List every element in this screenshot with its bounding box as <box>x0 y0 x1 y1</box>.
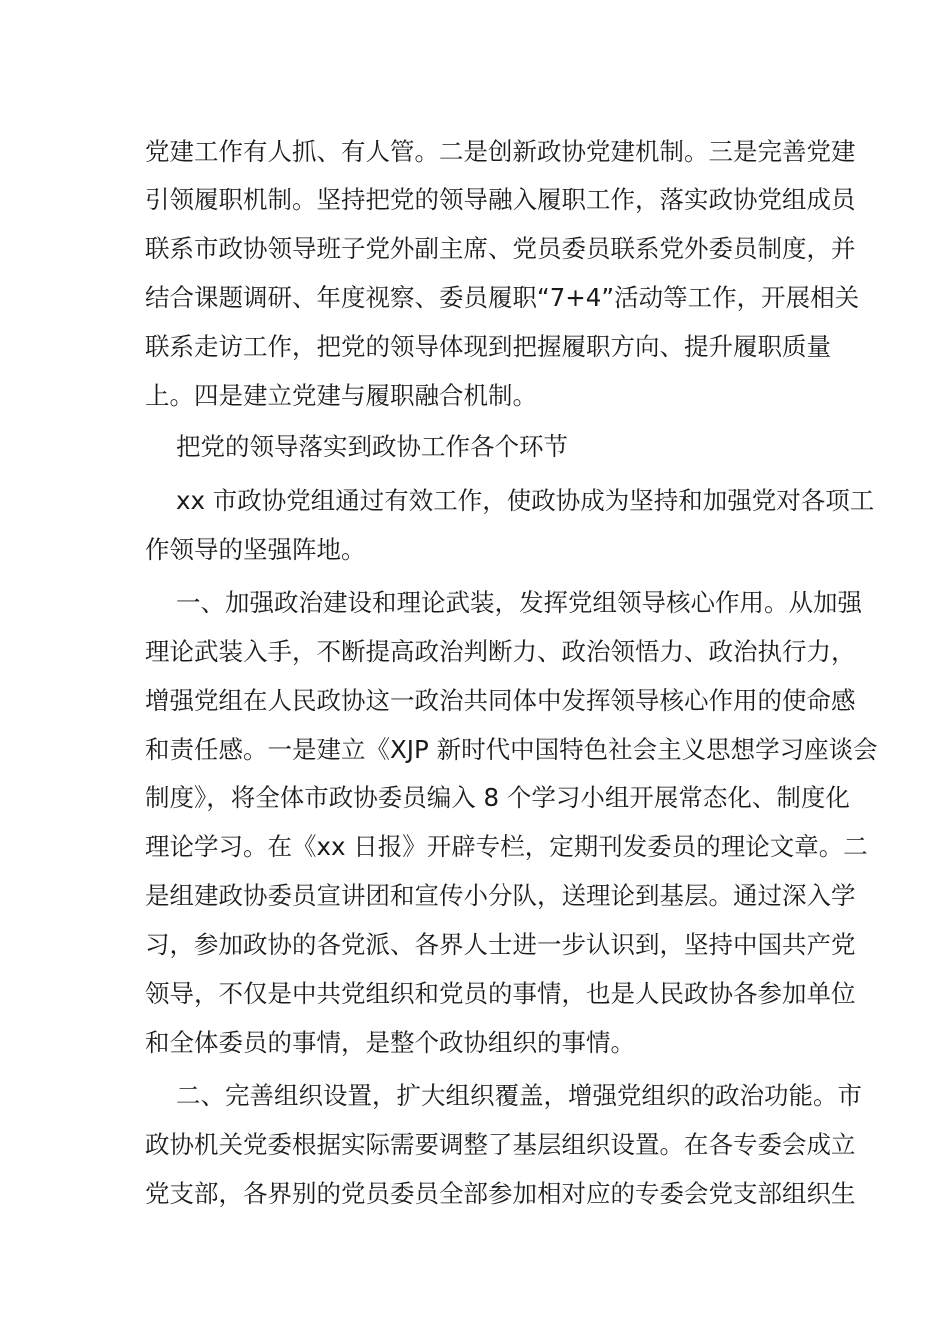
text-line: 党建工作有人抓、有人管。二是创新政协党建机制。三是完善党建 <box>145 137 856 166</box>
text-line: 联系走访工作，把党的领导体现到把握履职方向、提升履职质量 <box>145 332 831 361</box>
text-line: 上。四是建立党建与履职融合机制。 <box>145 381 537 410</box>
text-line: 和全体委员的事情，是整个政协组织的事情。 <box>145 1028 635 1057</box>
text-line: 制度》，将全体市政协委员编入 8 个学习小组开展常态化、制度化 <box>145 783 850 812</box>
text-line: 作领导的坚强阵地。 <box>145 535 366 564</box>
section-heading: 把党的领导落实到政协工作各个环节 <box>176 432 568 461</box>
text-line: 习，参加政协的各党派、各界人士进一步认识到，坚持中国共产党 <box>145 930 856 959</box>
text-line: 理论武装入手，不断提高政治判断力、政治领悟力、政治执行力， <box>145 637 856 666</box>
text-line: 引领履职机制。坚持把党的领导融入履职工作，落实政协党组成员 <box>145 185 856 214</box>
text-line: xx 市政协党组通过有效工作，使政协成为坚持和加强党对各项工 <box>176 486 875 515</box>
text-line: 领导，不仅是中共党组织和党员的事情，也是人民政协各参加单位 <box>145 979 856 1008</box>
text-line: 结合课题调研、年度视察、委员履职“7+4”活动等工作，开展相关 <box>145 283 860 312</box>
text-line: 政协机关党委根据实际需要调整了基层组织设置。在各专委会成立 <box>145 1130 856 1159</box>
text-line: 二、完善组织设置，扩大组织覆盖，增强党组织的政治功能。市 <box>176 1081 862 1110</box>
text-line: 党支部，各界别的党员委员全部参加相对应的专委会党支部组织生 <box>145 1179 856 1208</box>
text-line: 一、加强政治建设和理论武装，发挥党组领导核心作用。从加强 <box>176 588 862 617</box>
text-line: 是组建政协委员宣讲团和宣传小分队，送理论到基层。通过深入学 <box>145 881 856 910</box>
text-line: 联系市政协领导班子党外副主席、党员委员联系党外委员制度，并 <box>145 234 856 263</box>
text-line: 增强党组在人民政协这一政治共同体中发挥领导核心作用的使命感 <box>145 686 856 715</box>
text-line: 理论学习。在《xx 日报》开辟专栏，定期刊发委员的理论文章。二 <box>145 832 868 861</box>
text-line: 和责任感。一是建立《XJP 新时代中国特色社会主义思想学习座谈会 <box>145 735 878 764</box>
